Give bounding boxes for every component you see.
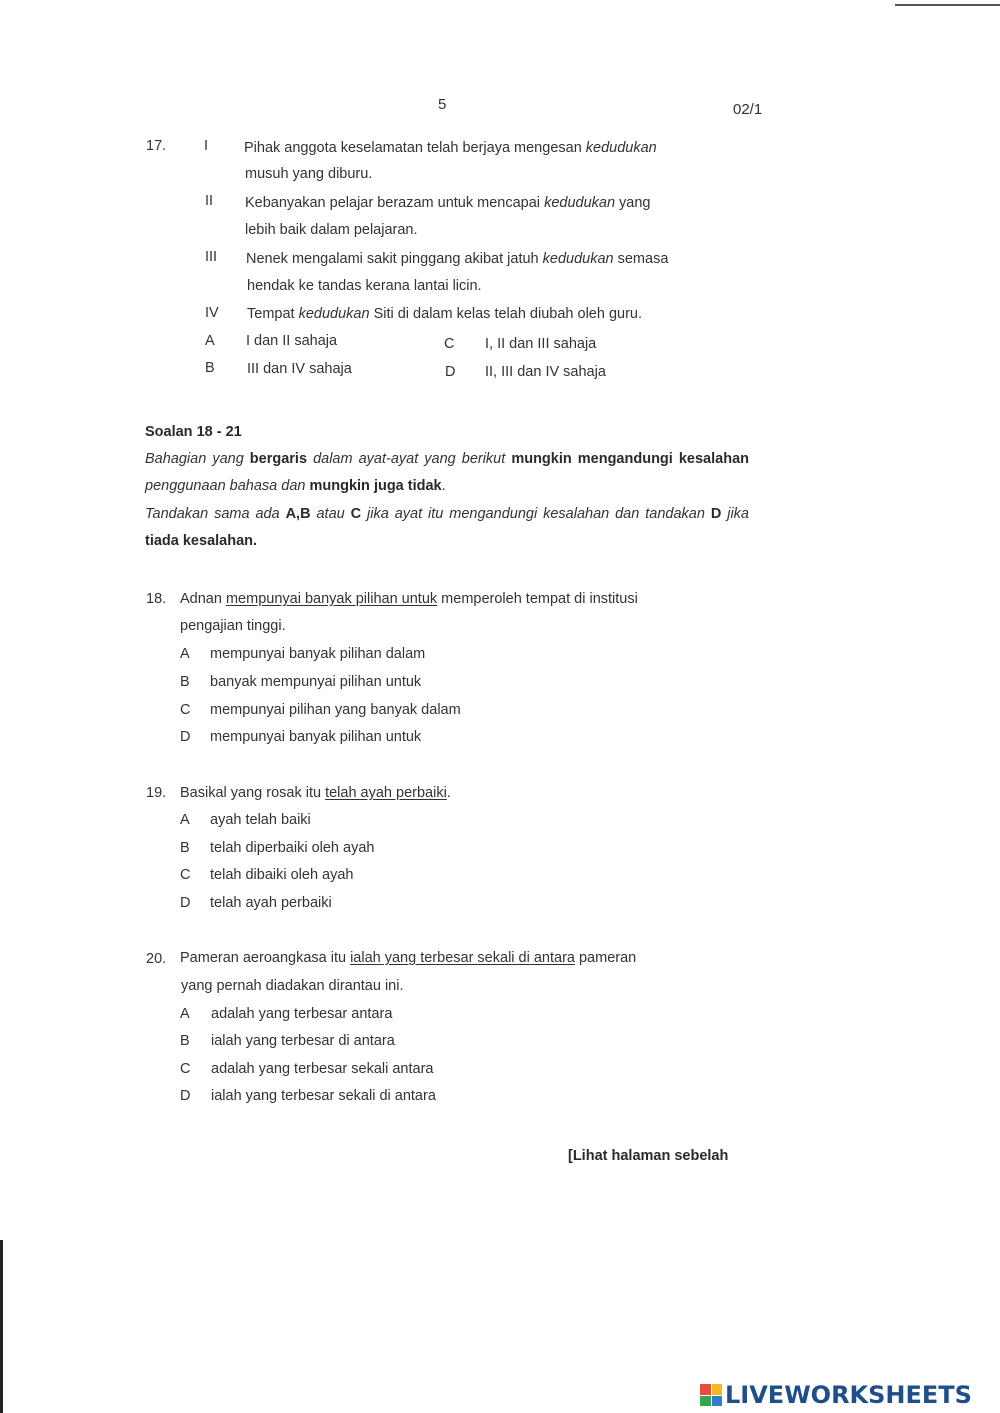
- statement-roman: I: [204, 138, 209, 154]
- option-letter[interactable]: A: [180, 812, 190, 828]
- brand-name: LIVEWORKSHEETS: [725, 1381, 972, 1409]
- section-instruction: Bahagian yang bergaris dalam ayat-ayat yang berikut mungkin mengandungi kesalahan penggunaan bahasa dan mungkin juga tidak.: [145, 451, 749, 494]
- option-letter[interactable]: C: [180, 702, 191, 718]
- question-text-line2: pengajian tinggi.: [180, 618, 286, 634]
- question-number: 19.: [146, 785, 167, 801]
- statement-text: Tempat kedudukan Siti di dalam kelas telah diubah oleh guru.: [247, 306, 642, 322]
- statement-roman: IV: [205, 305, 219, 321]
- section-instruction: Tandakan sama ada A,B atau C jika ayat itu mengandungi kesalahan dan tandakan D jika tiada kesalahan.: [145, 506, 749, 549]
- statement-text-line2: musuh yang diburu.: [245, 166, 373, 182]
- option-text[interactable]: II, III dan IV sahaja: [485, 364, 606, 380]
- option-text[interactable]: banyak mempunyai pilihan untuk: [210, 674, 422, 690]
- option-letter[interactable]: B: [180, 840, 190, 856]
- page-number: 5: [438, 96, 447, 113]
- option-text[interactable]: telah dibaiki oleh ayah: [210, 867, 354, 883]
- option-letter[interactable]: A: [180, 646, 190, 662]
- option-text[interactable]: adalah yang terbesar antara: [211, 1006, 393, 1022]
- next-page-note: [Lihat halaman sebelah: [568, 1148, 729, 1164]
- section-title: Soalan 18 - 21: [145, 424, 242, 440]
- scan-edge-line: [0, 1240, 3, 1413]
- option-letter[interactable]: D: [180, 895, 191, 911]
- statement-text-line2: hendak ke tandas kerana lantai licin.: [247, 278, 482, 294]
- option-text[interactable]: telah diperbaiki oleh ayah: [210, 840, 375, 856]
- scan-edge-line: [895, 4, 1000, 6]
- option-text[interactable]: ialah yang terbesar di antara: [211, 1033, 395, 1049]
- option-letter[interactable]: A: [205, 333, 215, 349]
- statement-roman: III: [205, 249, 218, 265]
- option-text[interactable]: I, II dan III sahaja: [485, 336, 597, 352]
- question-text: Basikal yang rosak itu telah ayah perbaiki.: [180, 785, 451, 801]
- option-letter[interactable]: C: [444, 336, 455, 352]
- paper-code: 02/1: [733, 101, 763, 118]
- option-letter[interactable]: C: [180, 867, 191, 883]
- option-text[interactable]: adalah yang terbesar sekali antara: [211, 1061, 434, 1077]
- option-text[interactable]: telah ayah perbaiki: [210, 895, 332, 911]
- statement-text-line2: lebih baik dalam pelajaran.: [245, 222, 418, 238]
- question-text-line2: yang pernah diadakan dirantau ini.: [181, 978, 404, 994]
- option-letter[interactable]: B: [205, 360, 215, 376]
- option-text[interactable]: III dan IV sahaja: [247, 361, 352, 377]
- option-text[interactable]: ialah yang terbesar sekali di antara: [211, 1088, 436, 1104]
- liveworksheets-brand[interactable]: [700, 1380, 972, 1410]
- question-number: 17.: [146, 138, 167, 154]
- question-text: Pameran aeroangkasa itu ialah yang terbesar sekali di antara pameran: [180, 950, 637, 966]
- option-text[interactable]: ayah telah baiki: [210, 812, 311, 828]
- question-text: Adnan mempunyai banyak pilihan untuk memperoleh tempat di institusi: [180, 591, 638, 607]
- option-letter[interactable]: B: [180, 674, 190, 690]
- statement-roman: II: [205, 193, 214, 209]
- statement-text: Kebanyakan pelajar berazam untuk mencapai kedudukan yang: [245, 195, 651, 211]
- option-letter[interactable]: D: [180, 729, 191, 745]
- option-letter[interactable]: A: [180, 1006, 190, 1022]
- option-text[interactable]: I dan II sahaja: [246, 333, 338, 349]
- option-letter[interactable]: D: [445, 364, 456, 380]
- option-letter[interactable]: C: [180, 1061, 191, 1077]
- statement-text: Pihak anggota keselamatan telah berjaya mengesan kedudukan: [244, 140, 657, 156]
- option-text[interactable]: mempunyai pilihan yang banyak dalam: [210, 702, 461, 718]
- option-letter[interactable]: B: [180, 1033, 190, 1049]
- option-text[interactable]: mempunyai banyak pilihan dalam: [210, 646, 426, 662]
- question-number: 20.: [146, 951, 167, 967]
- option-letter[interactable]: D: [180, 1088, 191, 1104]
- option-text[interactable]: mempunyai banyak pilihan untuk: [210, 729, 422, 745]
- question-number: 18.: [146, 591, 167, 607]
- liveworksheets-logo-icon: [700, 1384, 722, 1406]
- statement-text: Nenek mengalami sakit pinggang akibat jatuh kedudukan semasa: [246, 251, 669, 267]
